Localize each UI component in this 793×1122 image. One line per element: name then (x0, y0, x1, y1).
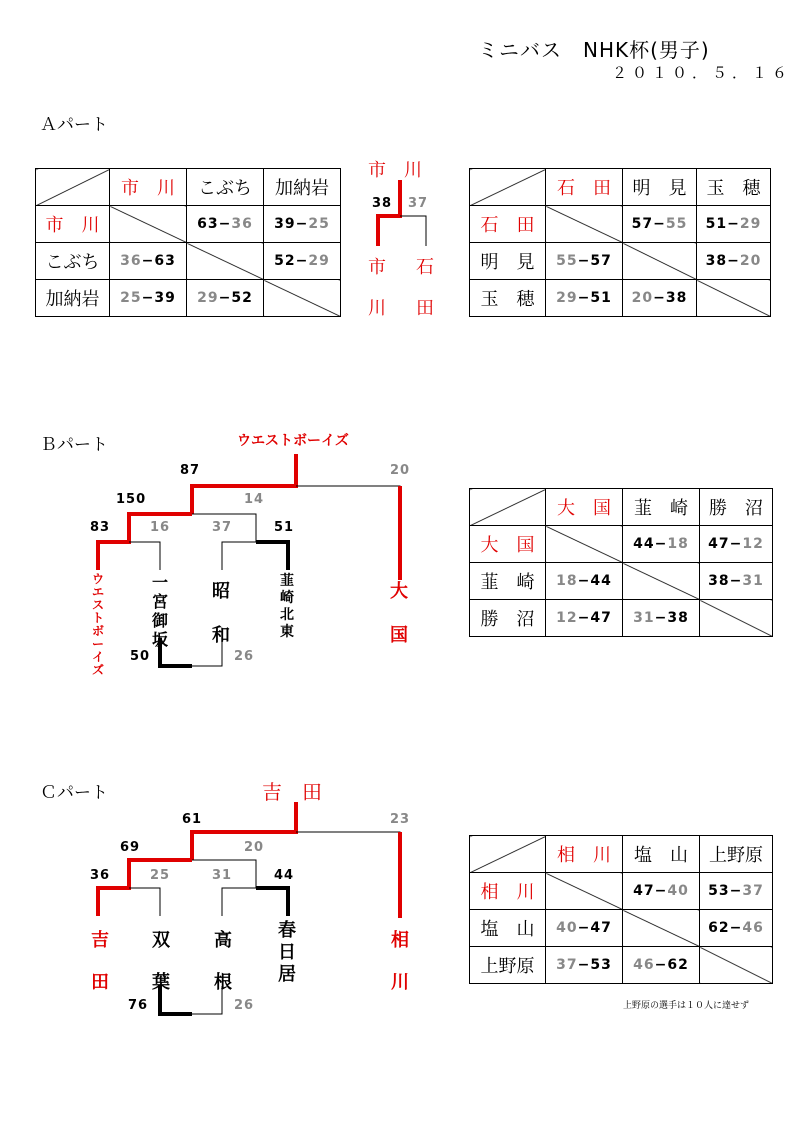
event-date: ２０１０．５．１６ (612, 64, 793, 82)
a-final-team-left-1: 市 (368, 257, 386, 278)
score-cell: 62−46 (700, 910, 773, 947)
b-score: 14 (244, 492, 265, 507)
a-final-bracket-lines (360, 178, 440, 248)
diag-cell (546, 526, 623, 563)
b-team: 大国 (390, 581, 408, 646)
c-score: 26 (234, 998, 255, 1013)
diag-cell (623, 563, 700, 600)
c-team: 吉田 (91, 930, 109, 993)
b-score: 150 (116, 492, 147, 507)
a-final-score-left: 38 (372, 196, 393, 211)
c-score: 23 (390, 812, 411, 827)
b-team: ウエストボーイズ (91, 572, 104, 677)
score-cell: 29−52 (187, 280, 264, 317)
diag-cell (623, 910, 700, 947)
a-final-winner: 市 川 (368, 160, 422, 181)
row-name: こぶち (36, 243, 110, 280)
c-team: 高根 (214, 930, 232, 993)
score-cell: 46−62 (623, 947, 700, 984)
header-cell: 明 見 (623, 169, 697, 206)
b-table (469, 488, 773, 637)
diag-cell (700, 947, 773, 984)
c-champion: 吉 田 (262, 780, 322, 804)
corner-cell (470, 169, 546, 206)
row-name: 明 見 (470, 243, 546, 280)
header-cell: 加納岩 (264, 169, 341, 206)
b-team: 昭和 (212, 581, 230, 646)
header-cell: 石 田 (546, 169, 623, 206)
header-cell: 市 川 (110, 169, 187, 206)
header-cell: 玉 穂 (697, 169, 771, 206)
corner-cell (470, 836, 546, 873)
score-cell: 38−20 (697, 243, 771, 280)
b-score: 87 (180, 463, 201, 478)
score-cell: 63−36 (187, 206, 264, 243)
c-score: 20 (244, 840, 265, 855)
diag-cell (546, 873, 623, 910)
row-name: 勝 沼 (470, 600, 546, 637)
b-score: 26 (234, 649, 255, 664)
c-score: 25 (150, 868, 171, 883)
b-bracket-lines (80, 450, 420, 680)
part-b-label: Ｂパート (40, 435, 108, 455)
diag-cell (700, 600, 773, 637)
b-score: 37 (212, 520, 233, 535)
b-score: 16 (150, 520, 171, 535)
header-cell: こぶち (187, 169, 264, 206)
diag-cell (546, 206, 623, 243)
row-name: 市 川 (36, 206, 110, 243)
row-name: 加納岩 (36, 280, 110, 317)
b-team: 韮崎北東 (280, 573, 294, 640)
c-team: 春日居 (278, 920, 296, 985)
score-cell: 36−63 (110, 243, 187, 280)
c-score: 61 (182, 812, 203, 827)
part-a-label: Ａパート (40, 115, 108, 135)
b-score: 50 (130, 649, 151, 664)
row-name: 韮 崎 (470, 563, 546, 600)
diag-cell (110, 206, 187, 243)
b-team: 一宮御坂 (151, 573, 168, 649)
row-name: 上野原 (470, 947, 546, 984)
b-champion: ウエストボーイズ (237, 433, 349, 449)
row-name: 大 国 (470, 526, 546, 563)
score-cell: 12−47 (546, 600, 623, 637)
a-final-team-right-1: 石 (416, 257, 434, 278)
score-cell: 55−57 (546, 243, 623, 280)
c-team: 相川 (391, 930, 409, 993)
diag-cell (623, 243, 697, 280)
score-cell: 25−39 (110, 280, 187, 317)
score-cell: 31−38 (623, 600, 700, 637)
score-cell: 40−47 (546, 910, 623, 947)
c-score: 69 (120, 840, 141, 855)
score-cell: 47−40 (623, 873, 700, 910)
a-table1 (35, 168, 341, 317)
c-score: 36 (90, 868, 111, 883)
score-cell: 57−55 (623, 206, 697, 243)
a-final-score-right: 37 (408, 196, 429, 211)
c-score: 44 (274, 868, 295, 883)
c-score: 31 (212, 868, 233, 883)
header-cell: 勝 沼 (700, 489, 773, 526)
row-name: 塩 山 (470, 910, 546, 947)
score-cell: 38−31 (700, 563, 773, 600)
a-final-team-left-2: 川 (368, 298, 386, 319)
header-cell: 塩 山 (623, 836, 700, 873)
score-cell: 52−29 (264, 243, 341, 280)
footnote: 上野原の選手は１０人に達せず (623, 1001, 750, 1011)
score-cell: 51−29 (697, 206, 771, 243)
score-cell: 39−25 (264, 206, 341, 243)
score-cell: 47−12 (700, 526, 773, 563)
row-name: 玉 穂 (470, 280, 546, 317)
corner-cell (36, 169, 110, 206)
score-cell: 53−37 (700, 873, 773, 910)
diag-cell (697, 280, 771, 317)
diag-cell (264, 280, 341, 317)
diag-cell (187, 243, 264, 280)
c-bracket-lines (80, 798, 420, 1028)
header-cell: 韮 崎 (623, 489, 700, 526)
score-cell: 44−18 (623, 526, 700, 563)
score-cell: 29−51 (546, 280, 623, 317)
score-cell: 37−53 (546, 947, 623, 984)
header-cell: 上野原 (700, 836, 773, 873)
corner-cell (470, 489, 546, 526)
page-title: ミニバス NHK杯(男子) (478, 38, 710, 62)
b-score: 20 (390, 463, 411, 478)
part-c-label: Ｃパート (40, 783, 108, 803)
c-table (469, 835, 773, 984)
header-cell: 相 川 (546, 836, 623, 873)
c-team: 双葉 (152, 930, 170, 993)
header-cell: 大 国 (546, 489, 623, 526)
row-name: 石 田 (470, 206, 546, 243)
score-cell: 20−38 (623, 280, 697, 317)
b-score: 83 (90, 520, 111, 535)
score-cell: 18−44 (546, 563, 623, 600)
c-score: 76 (128, 998, 149, 1013)
a-table2 (469, 168, 771, 317)
b-score: 51 (274, 520, 295, 535)
row-name: 相 川 (470, 873, 546, 910)
a-final-team-right-2: 田 (416, 298, 434, 319)
